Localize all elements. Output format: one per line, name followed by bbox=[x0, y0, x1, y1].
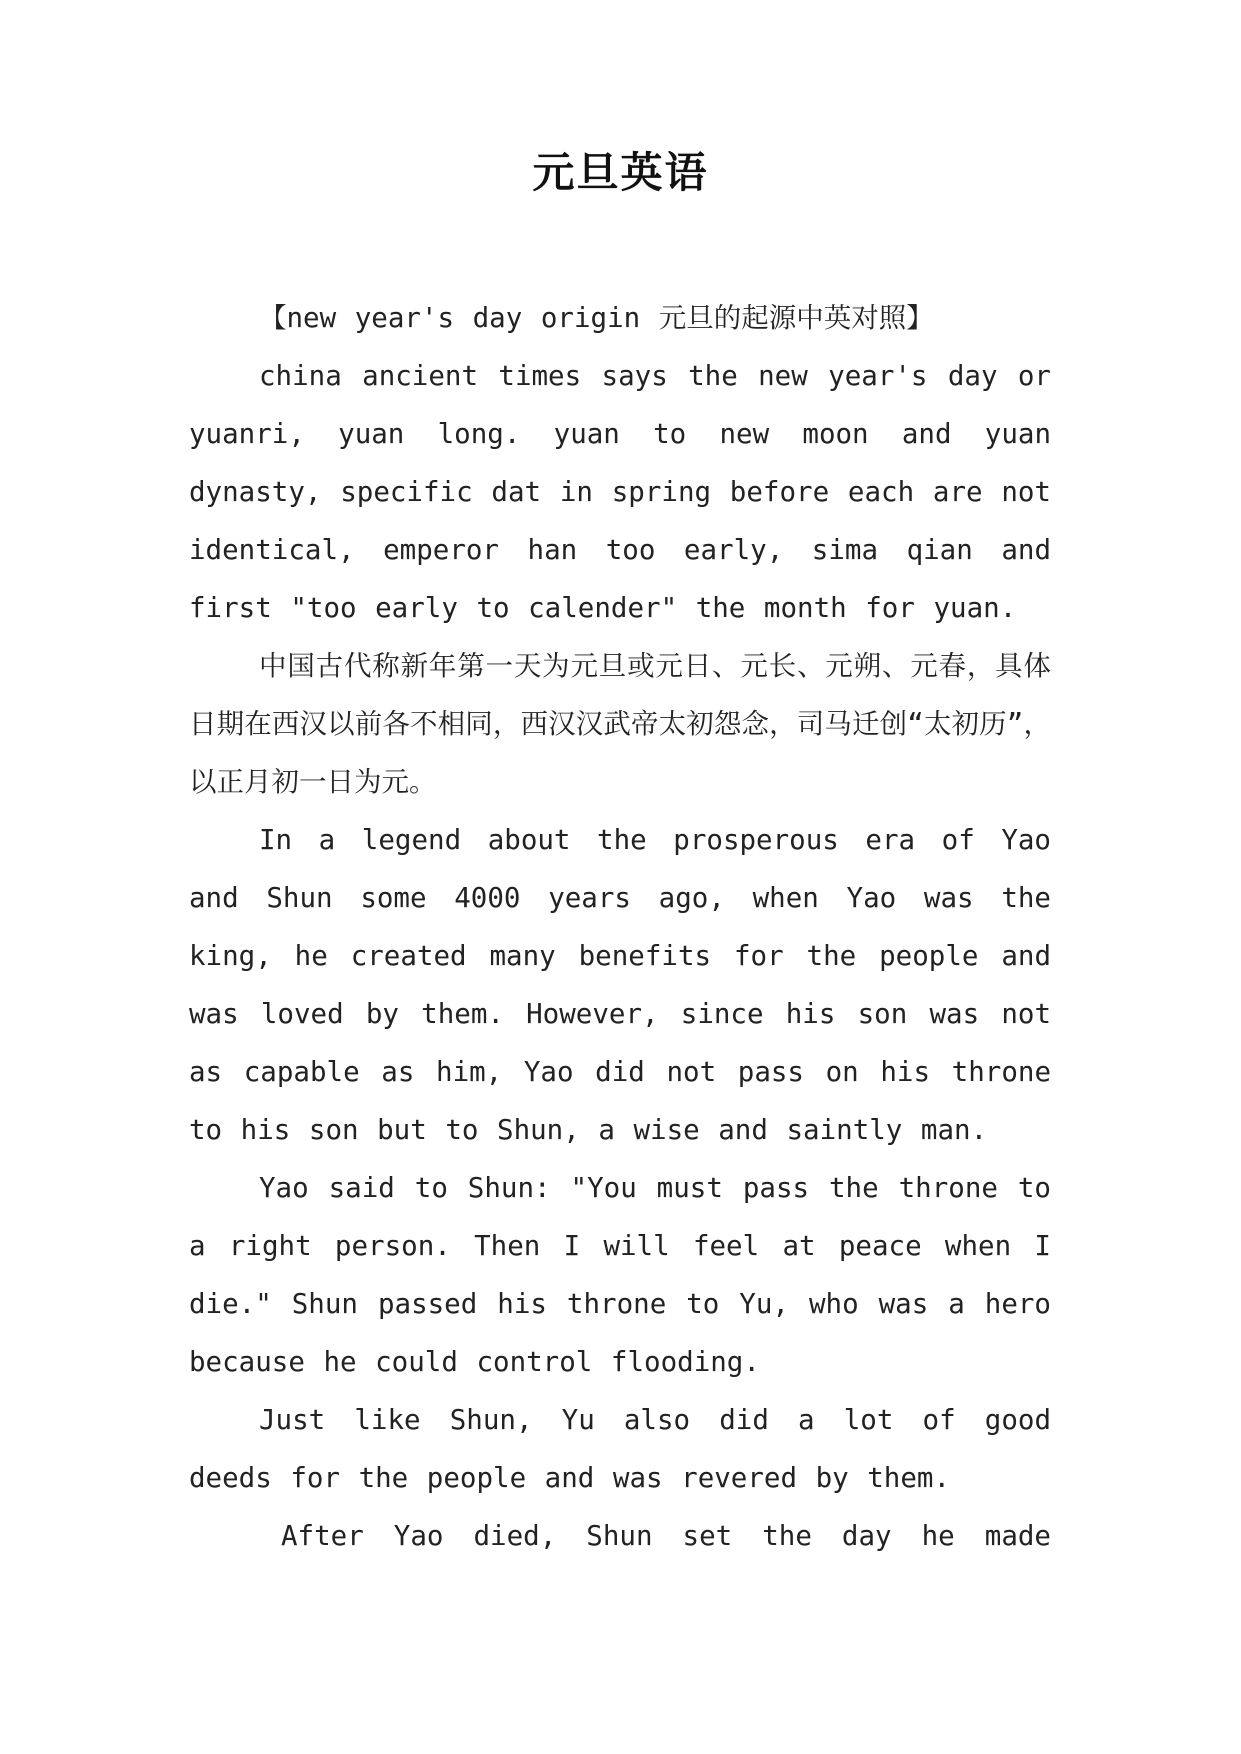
document-title: 元旦英语 bbox=[532, 148, 709, 197]
paragraph-yu-good-deeds: Just like Shun, Yu also did a lot of good deeds for the people and was revered by them. bbox=[189, 1404, 1051, 1494]
paragraph-after-yao-died: After Yao died, Shun set the day he made bbox=[281, 1520, 1051, 1552]
paragraph-heading-bilingual: 【new year's day origin 元旦的起源中英对照】 bbox=[259, 302, 934, 334]
document-body bbox=[189, 289, 1051, 1565]
paragraph-origin-english: china ancient times says the new year's day or yuanri, yuan long. yuan to new moon and yuan dynasty, specific dat in spring before each are not identical, emperor han too early, sima qian and first "too early to calender" the month for yuan. bbox=[189, 360, 1051, 624]
paragraph-yao-shun-legend: In a legend about the prosperous era of Yao and Shun some 4000 years ago, when Yao was the king, he created many benefits for the people and was loved by them. However, since his son was not as capable as him, Yao did not pass on his throne to his son but to Shun, a wise and saintly man. bbox=[189, 824, 1051, 1146]
paragraph-origin-chinese: 中国古代称新年第一天为元旦或元日、元长、元朔、元春，具体日期在西汉以前各不相同，西汉汉武帝太初怨念，司马迁创“太初历”，以正月初一日为元。 bbox=[189, 650, 1051, 798]
paragraph-yao-said-to-shun: Yao said to Shun: "You must pass the throne to a right person. Then I will feel at peace when I die." Shun passed his throne to Yu, who was a hero because he could control flooding. bbox=[189, 1172, 1051, 1378]
